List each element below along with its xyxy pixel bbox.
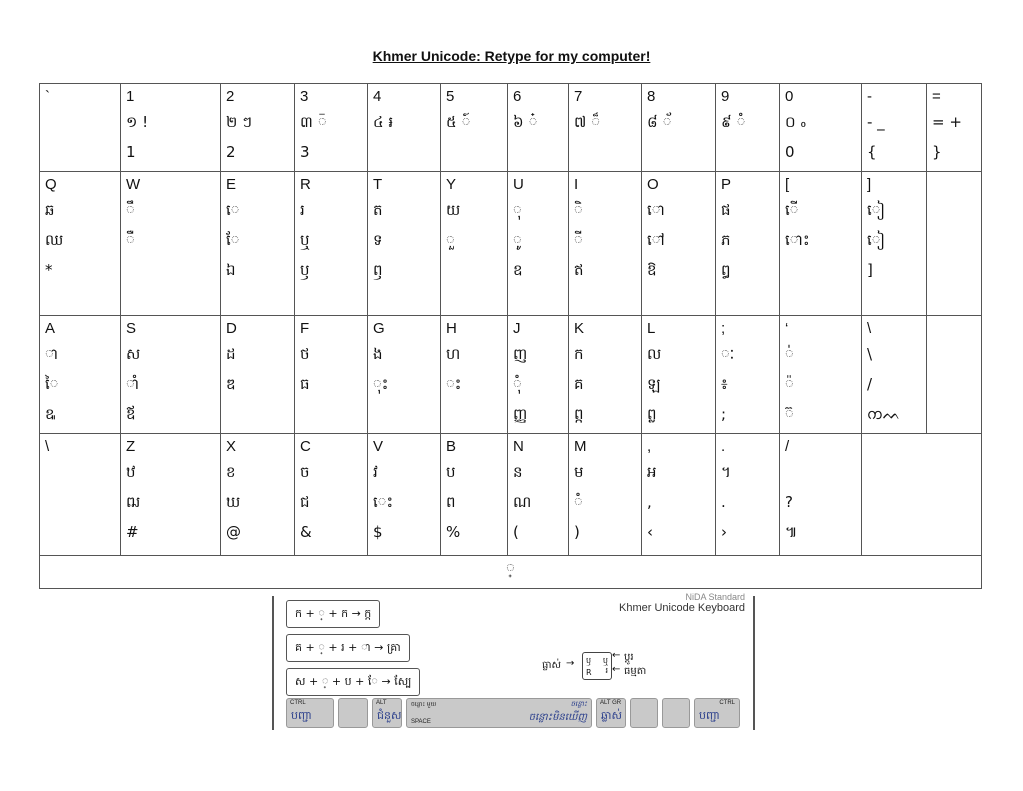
key-cell [508, 84, 569, 172]
legend-label-right-top: ប្តូរ [624, 652, 634, 663]
key-cell [862, 172, 927, 316]
key-label: X [226, 438, 237, 455]
key-label: 6 [513, 88, 522, 105]
key-character: ល [647, 345, 662, 363]
key-label: E [226, 176, 237, 193]
key-label: , [647, 438, 652, 455]
key-label: 4 [373, 88, 382, 105]
key-cell [862, 84, 927, 172]
key-label: V [373, 438, 384, 455]
key-character: ណ [513, 493, 532, 511]
key-character: ] [867, 261, 873, 279]
key-cell [295, 434, 368, 556]
key-cell [569, 434, 642, 556]
key-label: K [574, 320, 585, 337]
key-label: = [932, 88, 941, 105]
key-label: W [126, 176, 141, 193]
key-label: S [126, 320, 137, 337]
key-character [932, 339, 976, 369]
legend-key-tr: ឬ [602, 656, 608, 665]
key-label: F [300, 320, 310, 337]
empty-cell [862, 434, 982, 556]
key-character: ុះ [373, 375, 389, 393]
key-character [300, 399, 362, 429]
key-character: ធ [300, 375, 310, 393]
key-character: ឪ [126, 405, 136, 423]
key-label: . [721, 438, 726, 455]
key-character: ី [574, 231, 583, 249]
key-label: Q [45, 176, 57, 193]
key-character: ោះ [785, 231, 810, 249]
combo-example-2: គ + ្ + រ + ា → គ្រា [286, 634, 410, 662]
key-cell [569, 172, 642, 316]
key-character: ៃ [45, 375, 59, 393]
key-character: ៖ [721, 375, 728, 393]
key-character [574, 137, 636, 167]
key-character [721, 137, 774, 167]
key-character [45, 137, 115, 167]
key-label: G [373, 320, 385, 337]
key-cell [221, 84, 295, 172]
key-character: ដ [226, 345, 236, 363]
key-character: ើ [785, 201, 799, 219]
key-character: 3 [300, 143, 310, 161]
key-character [446, 399, 502, 429]
key-cell [642, 84, 716, 172]
keyboard-row [40, 434, 982, 556]
key-label: ‘ [785, 320, 789, 337]
key-character [446, 255, 502, 285]
key-character: ុំ [513, 375, 522, 393]
key-label: I [574, 176, 579, 193]
key-character: ( [513, 523, 519, 541]
key-cell [862, 316, 927, 434]
key-cell [780, 434, 862, 556]
key-character: ឃ [226, 493, 241, 511]
reference-standard-label: NiDA Standard [685, 592, 745, 602]
key-character: េះ [373, 493, 394, 511]
key-character: } [932, 143, 942, 161]
key-character: ) [574, 523, 580, 541]
key-character [45, 457, 115, 487]
key-character: , [647, 493, 652, 511]
key-character: ឧ [513, 261, 523, 279]
key-cell [221, 172, 295, 316]
key-character: ឡ [647, 375, 661, 393]
key-character: % [446, 523, 461, 541]
key-character: ះ [446, 375, 462, 393]
combo-example-1: ក + ្ + ក → ក្ក [286, 600, 380, 628]
key-character: ? [785, 493, 793, 511]
ctrl-right-key: CTRL បញ្ជា [694, 698, 740, 728]
key-character: ក [574, 345, 584, 363]
key-character: ១ ! [126, 113, 149, 131]
key-character: េ [226, 201, 240, 219]
key-label: P [721, 176, 732, 193]
key-character: ួ [446, 231, 455, 249]
key-character: ‹ [647, 523, 653, 541]
key-character [932, 225, 976, 255]
key-character [513, 137, 563, 167]
key-character: { [867, 143, 877, 161]
key-label: D [226, 320, 237, 337]
key-character: ម [574, 463, 584, 481]
combo-example-3: ស + ្ + ប + ែ → ស្បែ [286, 668, 420, 696]
key-character [647, 137, 710, 167]
key-character [126, 255, 215, 285]
key-cell [927, 84, 982, 172]
key-character [373, 137, 435, 167]
key-label: 9 [721, 88, 730, 105]
key-character: ៅ [647, 231, 666, 249]
key-label: ] [867, 176, 872, 193]
key-character: $ [373, 523, 383, 541]
key-character: = + [932, 113, 962, 131]
key-label [932, 175, 976, 195]
key-character [932, 195, 976, 225]
key-character: ំ [574, 493, 583, 511]
key-character: & [300, 523, 312, 541]
legend-key-box [582, 652, 612, 680]
key-character: ព [446, 493, 456, 511]
key-cell [121, 434, 221, 556]
key-character: ឭ [373, 261, 383, 279]
key-character: ; [721, 405, 727, 423]
key-label: L [647, 320, 656, 337]
key-character [45, 517, 115, 547]
legend-label-right-bottom: ធម្មតា [624, 666, 647, 677]
key-character: ឥ [574, 261, 584, 279]
key-character: ៩ ំ [721, 113, 746, 131]
key-cell [368, 84, 441, 172]
key-character: 2 [226, 143, 236, 161]
key-character: › [721, 523, 727, 541]
ctrl-left-key: CTRL បញ្ជា [286, 698, 334, 728]
key-character: ៦ ៎ [513, 113, 538, 131]
keyboard-row [40, 316, 982, 434]
key-character: ញ [513, 345, 528, 363]
key-label: B [446, 438, 457, 455]
key-character [45, 107, 115, 137]
key-cell [40, 172, 121, 316]
key-character: \ [867, 345, 873, 363]
key-cell [716, 434, 780, 556]
key-cell [927, 172, 982, 316]
key-label: \ [45, 438, 50, 455]
key-character [932, 369, 976, 399]
key-character: ាំ [126, 375, 140, 393]
key-character: ៨ ័ [647, 113, 672, 131]
keyboard-row [40, 84, 982, 172]
key-character: ឈ [45, 231, 64, 249]
key-cell [441, 316, 508, 434]
key-character: ប [446, 463, 456, 481]
key-character: វ [373, 463, 378, 481]
key-label: R [300, 176, 311, 193]
key-cell [569, 84, 642, 172]
key-character [932, 399, 976, 429]
key-cell [40, 316, 121, 434]
key-character: ២ ៗ [226, 113, 253, 131]
key-label: \ [867, 320, 872, 337]
key-character: យ [446, 201, 461, 219]
key-label: Y [446, 176, 457, 193]
legend-key-br: រ [605, 666, 608, 675]
key-character: ៊ [785, 405, 794, 423]
key-label: 8 [647, 88, 656, 105]
key-character: ឩ [45, 405, 55, 423]
key-character [45, 487, 115, 517]
key-character [373, 399, 435, 429]
key-cell [441, 434, 508, 556]
key-character: 1 [126, 143, 136, 161]
key-character: ោ [647, 201, 666, 219]
page-title: Khmer Unicode: Retype for my computer! [372, 48, 651, 64]
key-character [932, 255, 976, 285]
key-character: ហ [446, 345, 461, 363]
key-cell [40, 434, 121, 556]
key-character: ឫ [300, 261, 310, 279]
key-character: ជ [300, 493, 310, 511]
key-label: A [45, 320, 56, 337]
key-character: ត [373, 201, 383, 219]
key-cell [40, 84, 121, 172]
space-cell: ្ [40, 556, 982, 589]
key-cell [441, 172, 508, 316]
key-character: ០ ៰ [785, 113, 807, 131]
keyboard-table [39, 83, 982, 589]
key-label: 3 [300, 88, 309, 105]
key-character: ែ [226, 231, 240, 249]
key-cell [368, 434, 441, 556]
key-character: / [867, 375, 873, 393]
key-character: ស [126, 345, 141, 363]
key-label: C [300, 438, 311, 455]
key-cell [780, 172, 862, 316]
key-character: @ [226, 523, 241, 541]
key-cell [927, 316, 982, 434]
key-character: ញ្ញ [513, 405, 528, 423]
key-label: U [513, 176, 524, 193]
key-character: ឋ [126, 463, 136, 481]
key-cell [642, 316, 716, 434]
key-label: O [647, 176, 659, 193]
modifier-key-bar [286, 698, 745, 728]
menu-key [662, 698, 690, 728]
key-label: 7 [574, 88, 583, 105]
key-character: ឯ [226, 261, 236, 279]
key-character: ផ [721, 201, 731, 219]
key-cell [441, 84, 508, 172]
space-row [40, 556, 982, 589]
key-character: ព្ល [647, 405, 657, 423]
key-character: ់ [785, 345, 794, 363]
key-character: ៥ ៍ [446, 113, 471, 131]
key-character: 0 [785, 143, 795, 161]
key-cell [716, 84, 780, 172]
altgr-key: ALT GR ឆ្លាស់ [596, 698, 626, 728]
key-label: 2 [226, 88, 235, 105]
key-character: ៕ [785, 523, 798, 541]
key-character [785, 255, 856, 285]
key-character: ឺ [126, 231, 135, 249]
key-label: Z [126, 438, 136, 455]
reference-title: Khmer Unicode Keyboard [619, 602, 745, 614]
legend-label-left: ធ្លាស់ [542, 660, 562, 671]
key-character: ᨠᨓ [867, 405, 901, 423]
key-character: ៀ [867, 201, 886, 219]
key-cell [368, 172, 441, 316]
key-character: រ [300, 201, 305, 219]
key-character: ឆ [45, 201, 55, 219]
key-character: ឱ [647, 261, 657, 279]
key-character: ។ [721, 463, 731, 481]
key-character: ឍ [126, 493, 141, 511]
key-cell [780, 316, 862, 434]
key-cell [295, 172, 368, 316]
key-label: ` [45, 88, 50, 105]
key-character: ឹ [126, 201, 135, 219]
key-character: ូ [513, 231, 522, 249]
key-character [226, 399, 289, 429]
key-character: ព្ក [574, 405, 584, 423]
key-cell [368, 316, 441, 434]
key-label: J [513, 320, 521, 337]
space-key: ចន្លោះ មួយ ចន្លោះ SPACE ចន្លោះមិនឃើញ [406, 698, 592, 728]
key-character: គ [574, 375, 584, 393]
key-label: N [513, 438, 524, 455]
key-character: ិ [574, 201, 583, 219]
key-label: M [574, 438, 587, 455]
legend-key-tl: ឫ [586, 656, 592, 665]
key-label: / [785, 438, 790, 455]
win-left-key [338, 698, 368, 728]
key-cell [295, 316, 368, 434]
key-character: ន [513, 463, 523, 481]
keyboard-reference-image [272, 592, 755, 730]
key-character: ៣ ៑ [300, 113, 327, 131]
key-cell [508, 316, 569, 434]
win-right-key [630, 698, 658, 728]
key-character: ៤ ៛ [373, 113, 394, 131]
key-character: ឌ [226, 375, 236, 393]
key-label: - [867, 88, 872, 105]
key-label: 5 [446, 88, 455, 105]
key-label: 1 [126, 88, 135, 105]
key-character [446, 137, 502, 167]
key-character: អ [647, 463, 657, 481]
keyboard-row [40, 172, 982, 316]
key-cell [121, 172, 221, 316]
key-character: ៉ [785, 375, 794, 393]
key-label [932, 319, 976, 339]
key-character: ា [45, 345, 59, 363]
key-label: ; [721, 320, 726, 337]
key-character: # [126, 523, 139, 541]
key-character: ៧ ៏ [574, 113, 601, 131]
key-cell [121, 84, 221, 172]
key-character: * [45, 261, 53, 279]
key-label: H [446, 320, 457, 337]
key-character: ច [300, 463, 310, 481]
key-character: ៈ [721, 345, 735, 363]
key-cell [221, 434, 295, 556]
key-cell [642, 434, 716, 556]
key-cell [121, 316, 221, 434]
key-character: - _ [867, 113, 885, 131]
key-cell [508, 434, 569, 556]
key-character: ុ [513, 201, 522, 219]
key-character: ខ [226, 463, 236, 481]
key-character [785, 457, 856, 487]
key-character: ថ [300, 345, 310, 363]
key-label: [ [785, 176, 790, 193]
key-legend: ធ្លាស់ → ឫ ឬ R រ ← ប្តូរ ← ធម្មតា [542, 652, 652, 682]
key-character: ង [373, 345, 383, 363]
key-character: ទ [373, 231, 383, 249]
key-character: ឬ [300, 231, 310, 249]
key-cell [716, 172, 780, 316]
key-cell [569, 316, 642, 434]
legend-key-bl: R [586, 668, 592, 677]
key-cell [295, 84, 368, 172]
key-character: ភ [721, 231, 731, 249]
key-cell [221, 316, 295, 434]
key-cell [716, 316, 780, 434]
key-label: 0 [785, 88, 794, 105]
key-cell [780, 84, 862, 172]
key-label: T [373, 176, 383, 193]
key-character: . [721, 493, 726, 511]
alt-key: ALT ជំនួស [372, 698, 402, 728]
key-character: ឰ [721, 261, 731, 279]
key-cell [508, 172, 569, 316]
key-cell [642, 172, 716, 316]
key-character: ៀ [867, 231, 886, 249]
